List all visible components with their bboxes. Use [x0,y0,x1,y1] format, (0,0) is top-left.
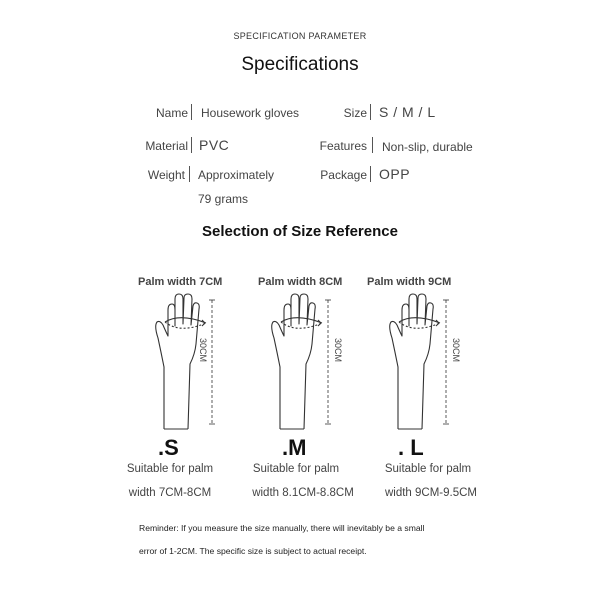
spec-key-features: Features [319,139,367,153]
suit-line1-m: Suitable for palm [252,463,340,475]
glove-outline-icon [384,292,454,432]
glove-outline-icon [266,292,336,432]
spec-value-material: PVC [199,137,230,153]
suit-line2-m: width 8.1CM-8.8CM [252,487,354,499]
spec-key-size: Size [343,106,367,120]
spec-divider [191,137,192,153]
suit-line2-s: width 7CM-8CM [128,487,212,499]
palm-width-label-l: Palm width 9CM [367,276,452,288]
length-label-m: 30CM [333,338,343,363]
spec-value-package: OPP [379,166,411,182]
reminder-line2: error of 1-2CM. The specific size is subject to actual receipt. [139,546,367,556]
spec-divider [370,104,371,120]
palm-width-label-m: Palm width 8CM [258,276,343,288]
spec-divider [191,104,192,120]
spec-divider [189,166,190,182]
spec-divider [372,137,373,153]
spec-value-weight-line2: 79 grams [198,192,249,206]
size-letter-s: .S [158,435,179,460]
length-label-s: 30CM [198,338,208,363]
suit-line1-s: Suitable for palm [126,463,214,475]
spec-key-package: Package [320,168,367,182]
spec-key-weight: Weight [147,168,185,182]
size-letter-l: . L [398,435,424,460]
spec-value-features: Non-slip, durable [382,140,473,154]
suit-line1-l: Suitable for palm [384,463,472,475]
page-title: Specifications [241,54,359,75]
suit-line2-l: width 9CM-9.5CM [384,487,478,499]
spec-value-size: S / M / L [379,104,436,120]
glove-outline-icon [150,292,220,432]
spec-divider [370,166,371,182]
palm-width-label-s: Palm width 7CM [138,276,223,288]
reminder-line1: Reminder: If you measure the size manually, there will inevitably be a small [139,523,425,533]
spec-value-name: Housework gloves [201,106,300,120]
size-reference-title: Selection of Size Reference [202,223,398,240]
spec-key-material: Material [145,139,188,153]
spec-key-name: Name [155,106,188,120]
size-letter-m: .M [282,435,307,460]
spec-value-weight-line1: Approximately [198,168,275,182]
section-subheading: SPECIFICATION PARAMETER [233,31,367,41]
length-label-l: 30CM [451,338,461,363]
